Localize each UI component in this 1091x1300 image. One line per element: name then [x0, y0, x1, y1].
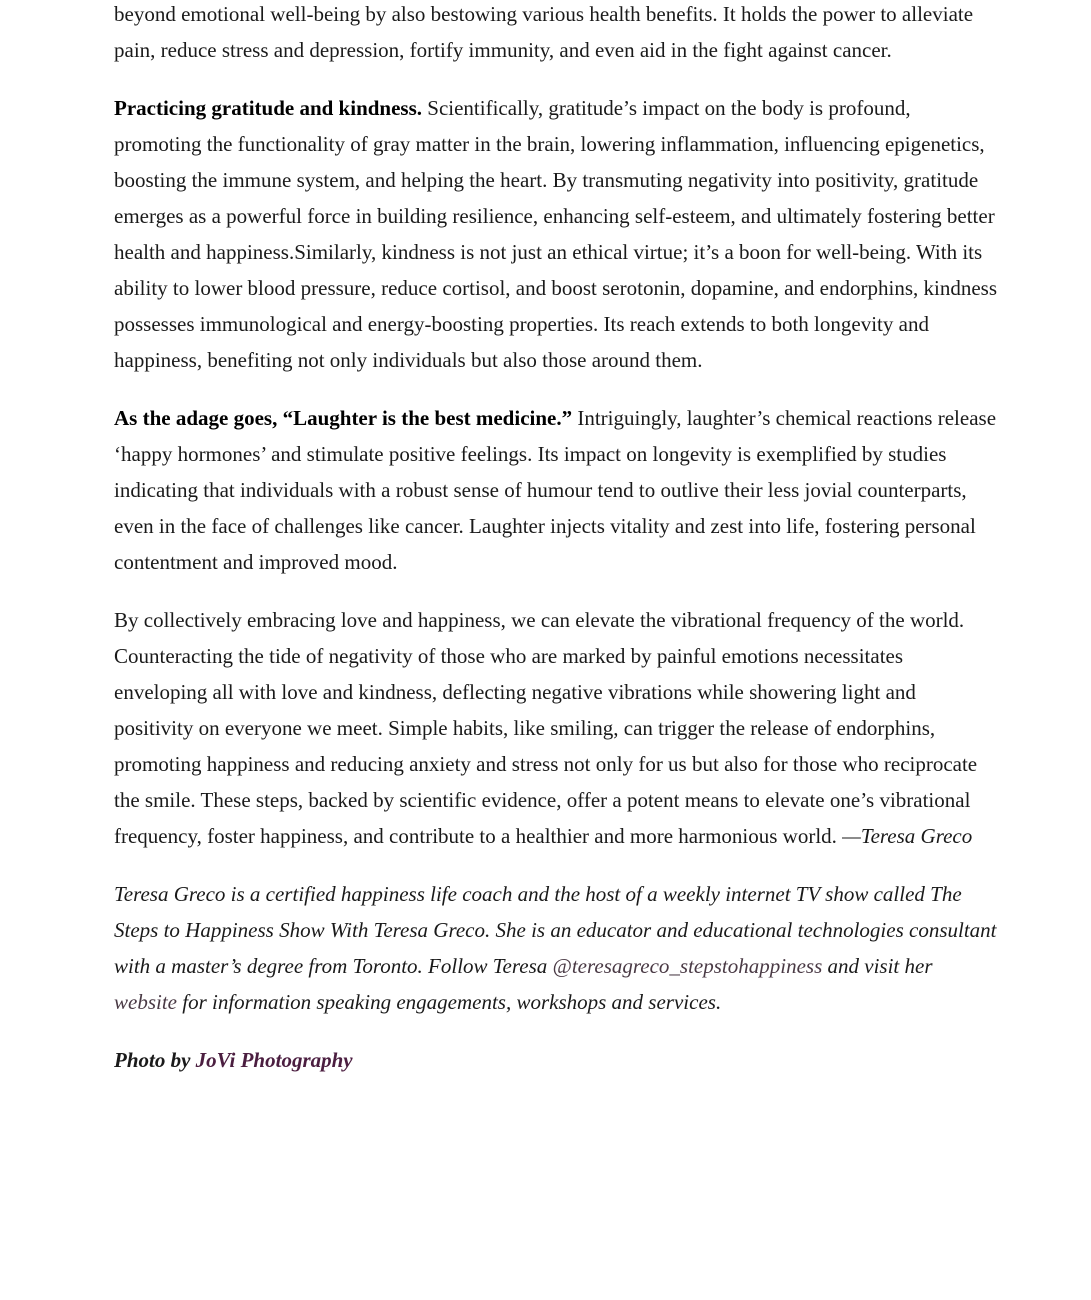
paragraph-gratitude	[114, 90, 999, 378]
bio-text: for information speaking engagements, workshops and services.	[177, 990, 722, 1014]
article-body	[114, 0, 999, 1100]
paragraph-text: beyond emotional well-being by also bestowing various health benefits. It holds the power to alleviate pain, reduce stress and depression, fortify immunity, and even aid in the fight against cancer.	[114, 2, 974, 62]
paragraph-text: By collectively embracing love and happiness, we can elevate the vibrational frequency of the world. Counteracting the tide of negativity of those who are marked by painful emotions necessitates enveloping all with love and kindness, deflecting negative vibrations while showering light and positivity on everyone we meet. Simple habits, like smiling, can trigger the release of endorphins, promoting happiness and reducing anxiety and stress not only for us but also for those who reciprocate the smile. These steps, backed by scientific evidence, offer a potent means to elevate one’s vibrational frequency, foster happiness, and contribute to a healthier and more harmonious world.	[114, 608, 978, 848]
author-signature: —Teresa Greco	[836, 824, 973, 848]
paragraph-laughter	[114, 400, 999, 580]
paragraph-lead: As the adage goes, “Laughter is the best medicine.”	[114, 406, 573, 430]
photographer-link[interactable]: JoVi Photography	[195, 1048, 353, 1072]
bio-text: and visit her	[822, 954, 933, 978]
paragraph-lead: Practicing gratitude and kindness.	[114, 96, 423, 120]
paragraph-text: Scientifically, gratitude’s impact on the body is profound, promoting the functionality of gray matter in the brain, lowering inflammation, influencing epigenetics, boosting the immune system, and helping the heart. By transmuting negativity into positivity, gratitude emerges as a powerful force in building resilience, enhancing self-esteem, and ultimately fostering better health and happiness.Similarly, kindness is not just an ethical virtue; it’s a boon for well-being. With its ability to lower blood pressure, reduce cortisol, and boost serotonin, dopamine, and endorphins, kindness possesses immunological and energy-boosting properties. Its reach extends to both longevity and happiness, benefiting not only individuals but also those around them.	[114, 96, 997, 372]
paragraph-health-benefits	[114, 0, 999, 68]
paragraph-text: Intriguingly, laughter’s chemical reactions release ‘happy hormones’ and stimulate positive feelings. Its impact on longevity is exemplified by studies indicating that individuals with a robust sense of humour tend to outlive their less jovial counterparts, even in the face of challenges like cancer. Laughter injects vitality and zest into life, fostering personal contentment and improved mood.	[114, 406, 997, 574]
bio-text: Teresa Greco is a certified happiness life coach and the host of a weekly internet TV show called The Steps to Happiness Show With Teresa Greco. She is an educator and educational technologies consultant with a master’s degree from Toronto. Follow Teresa	[114, 882, 997, 978]
photo-credit	[114, 1042, 999, 1078]
photo-credit-prefix: Photo by	[114, 1048, 196, 1072]
website-link[interactable]: website	[114, 990, 177, 1014]
paragraph-conclusion	[114, 602, 999, 854]
instagram-handle-link[interactable]: @teresagreco_stepstohappiness	[552, 954, 823, 978]
author-bio	[114, 876, 999, 1020]
